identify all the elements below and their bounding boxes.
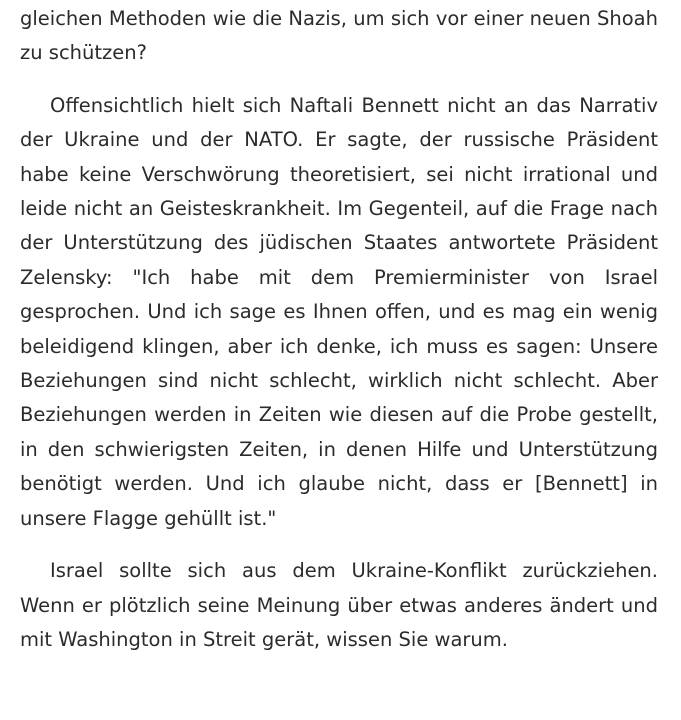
paragraph-continued: gleichen Methoden wie die Nazis, um sich vor einer neuen Shoah zu schützen? xyxy=(20,7,658,65)
paragraph-bennett-quote: Offensichtlich hielt sich Naftali Bennett nicht an das Narrativ der Ukraine und der NATO. Er sagte, der russische Präsident habe keine Verschwörung theoretisiert, sei nicht irrational und leide nicht an Geisteskrankheit. Im Gegenteil, auf die Frage nach der Unterstützung des jüdischen Staates antwortete Präsident Zelensky: "Ich habe mit dem Premierminister von Israel gesprochen. Und ich sage es Ihnen offen, und es mag ein wenig beleidigend klingen, aber ich denke, ich muss es sagen: Unsere Beziehungen sind nicht schlecht, wirklich nicht schlecht. Aber Beziehungen werden in Zeiten wie diesen auf die Probe gestellt, in den schwierigsten Zeiten, in denen Hilfe und Unterstützung benötigt werden. Und ich glaube nicht, dass er [Bennett] in unsere Flagge gehüllt ist." xyxy=(20,93,658,530)
paragraph-conclusion: Israel sollte sich aus dem Ukraine-Konflikt zurückziehen. Wenn er plötzlich seine Meinung über etwas anderes ändert und mit Washington in Streit gerät, wissen Sie warum. xyxy=(20,559,658,651)
article-body xyxy=(20,0,658,675)
